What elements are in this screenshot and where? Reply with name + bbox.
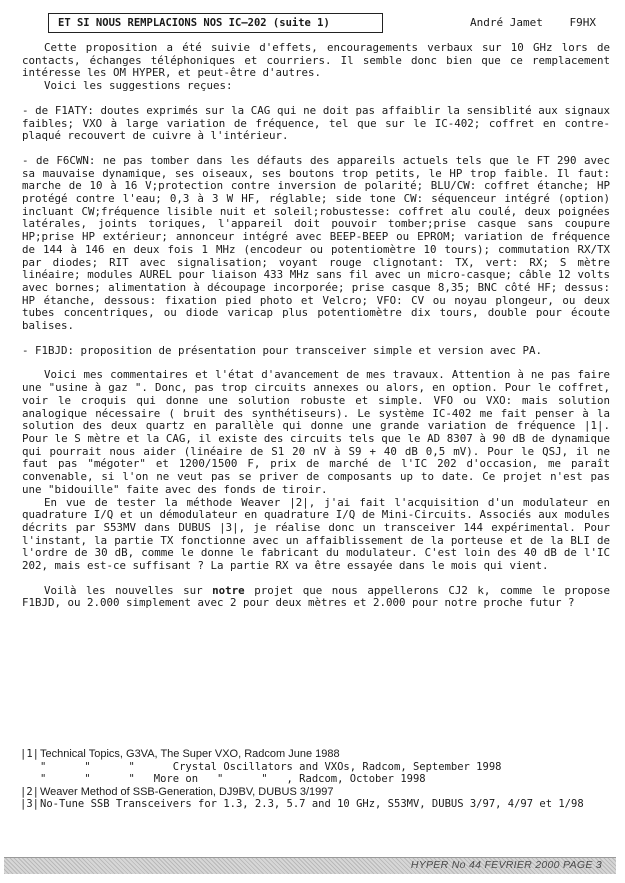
page-footer bbox=[4, 857, 616, 874]
reference-number bbox=[20, 773, 40, 786]
reference-number: |1| bbox=[20, 748, 39, 760]
paragraph-f6cwn: - de F6CWN: ne pas tomber dans les défauts des appareils actuels tels que le FT 290 avec sa mauvaise dynamique, ses oiseaux, ses boutons trop petits, le HP trop faible. Il faut: marche de 10 à 16 V;protection contre inversion de polarité; BLU/CW: coffret étanche; HP protégé contre l'eau; 0,3 à 3 W HF, réglable; side tone CW: séquenceur intégré (option) incluant CW;fréquence lisible nuit et soleil;robustesse: coffret alu coulé, deux poignées latérales, joints toriques, l'appareil doit pouvoir tomber;prise casque sans coupure HP;prise HP extérieur; annonceur intégré avec BEEP-BEEP ou EPROM; variation de fréquence de 144 à 146 en deux fois 1 MHz (encodeur ou potentiomètre 10 tours); commutation RX/TX par diodes; RIT avec signalisation; voyant rouge clignotant: TX, vert: RX; S mètre linéaire; modules AUREL pour liaison 433 MHz sans fil avec un micro-casque; câble 12 volts avec bornes; alimentation à découpage incorporée; prise casque 8,35; BNC côté HF; dessus: HP étanche, dessous: fixation pied photo et Velcro; VFO: CV ou noyau plongeur, ou deux tubes concentriques, ou diode varicap plus potentiomètre dix tours, double pour écoute balises. bbox=[22, 153, 610, 333]
references-list bbox=[20, 748, 605, 811]
reference-text: Technical Topics, G3VA, The Super VXO, Radcom June 1988 bbox=[40, 748, 340, 760]
reference-number bbox=[20, 761, 40, 774]
footer-text: HYPER No 44 FEVRIER 2000 PAGE 3 bbox=[410, 859, 602, 871]
reference-item bbox=[20, 786, 605, 799]
paragraph-intro: Cette proposition a été suivie d'effets, encouragements verbaux sur 10 GHz lors de contacts, échanges téléphoniques et courriers. Il semble donc bien que ce remplacement intéresse les OM HYPER, et peut-être d'autres. bbox=[22, 41, 610, 80]
paragraph-suggestions: Voici les suggestions reçues: bbox=[44, 79, 233, 93]
author-line bbox=[470, 16, 596, 29]
reference-item bbox=[20, 773, 605, 786]
paragraph-f1bjd: - F1BJD: proposition de présentation pour transceiver simple et version avec PA. bbox=[22, 343, 543, 357]
reference-number: |2| bbox=[20, 785, 39, 798]
news-text-a: Voilà les nouvelles sur bbox=[44, 583, 213, 597]
article-title: ET SI NOUS REMPLACIONS NOS IC—202 (suite 1) bbox=[48, 13, 383, 33]
reference-number: |3| bbox=[20, 798, 39, 810]
author-name: André Jamet bbox=[470, 16, 543, 29]
paragraph-news bbox=[22, 585, 610, 610]
author-callsign: F9HX bbox=[569, 16, 596, 29]
reference-text: " " " More on " " , Radcom, October 1998 bbox=[40, 773, 426, 785]
reference-item bbox=[20, 761, 605, 774]
paragraph-comments: Voici mes commentaires et l'état d'avancement de mes travaux. Attention à ne pas faire une "usine à gaz ". Donc, pas trop circuits annexes ou alors, en option. Pour le coffret, voir le croquis qui donne une solution robuste et simple. VFO ou VXO: mais solution analogique nécessaire ( bruit des synthétiseurs). Le système IC-402 me fait penser à la solution des deux quartz en parallèle qui donne une grande variation de fréquence |1|. Pour le S mètre et la CAG, il existe des circuits tels que le AD 8307 à 90 dB de dynamique qui pourrait nous aider (linéaire de S1 20 nV à S9 + 40 dB 0,5 mV). Pour le QSJ, il ne faut pas "mégoter" et 1200/1500 F, prix de marché de l'IC 202 d'occasion, me paraît convenable, si l'on ne veut pas se priver de composants up to date. Ce projet n'est pas une "bidouille" faite avec des fonds de tiroir. bbox=[22, 368, 610, 496]
reference-item bbox=[20, 798, 605, 811]
news-text-bold: notre bbox=[212, 583, 245, 597]
paragraph-weaver: En vue de tester la méthode Weaver |2|, j'ai fait l'acquisition d'un modulateur en quadrature I/Q et un démodulateur en quadrature I/Q de Mini-Circuits. Associés aux modules décrits par S53MV dans DUBUS |3|, je réalise donc un transceiver 144 expérimental. Pour l'instant, la partie TX fonctionne avec un affaiblissement de la porteuse et de la BLI de l'ordre de 30 dB, comme le donne le fabricant du modulateur. C'est loin des 40 dB de l'IC 202, mais est-ce suffisant ? La partie RX va être essayée dans le mois qui vient. bbox=[22, 495, 610, 573]
reference-text: Weaver Method of SSB-Generation, DJ9BV, DUBUS 3/1997 bbox=[40, 785, 334, 798]
reference-item bbox=[20, 748, 605, 761]
paragraph-f1aty: - de F1ATY: doutes exprimés sur la CAG qui ne doit pas affaiblir la sensiblité aux signaux faibles; VXO à large variation de fréquence, tel que sur le IC-402; coffret en contre-plaqué recouvert de cuivre à l'intérieur. bbox=[22, 103, 610, 143]
news-text-b: projet que nous appellerons CJ2 k, comme le propose F1BJD, ou 2.000 simplement avec 2 pour deux mètres et 2.000 pour notre proche futur ? bbox=[22, 583, 610, 610]
reference-text: " " " Crystal Oscillators and VXOs, Radcom, September 1998 bbox=[40, 760, 502, 773]
reference-text: No-Tune SSB Transceivers for 1.3, 2.3, 5.7 and 10 GHz, S53MV, DUBUS 3/97, 4/97 et 1/98 bbox=[40, 798, 584, 810]
article-body bbox=[22, 42, 610, 610]
